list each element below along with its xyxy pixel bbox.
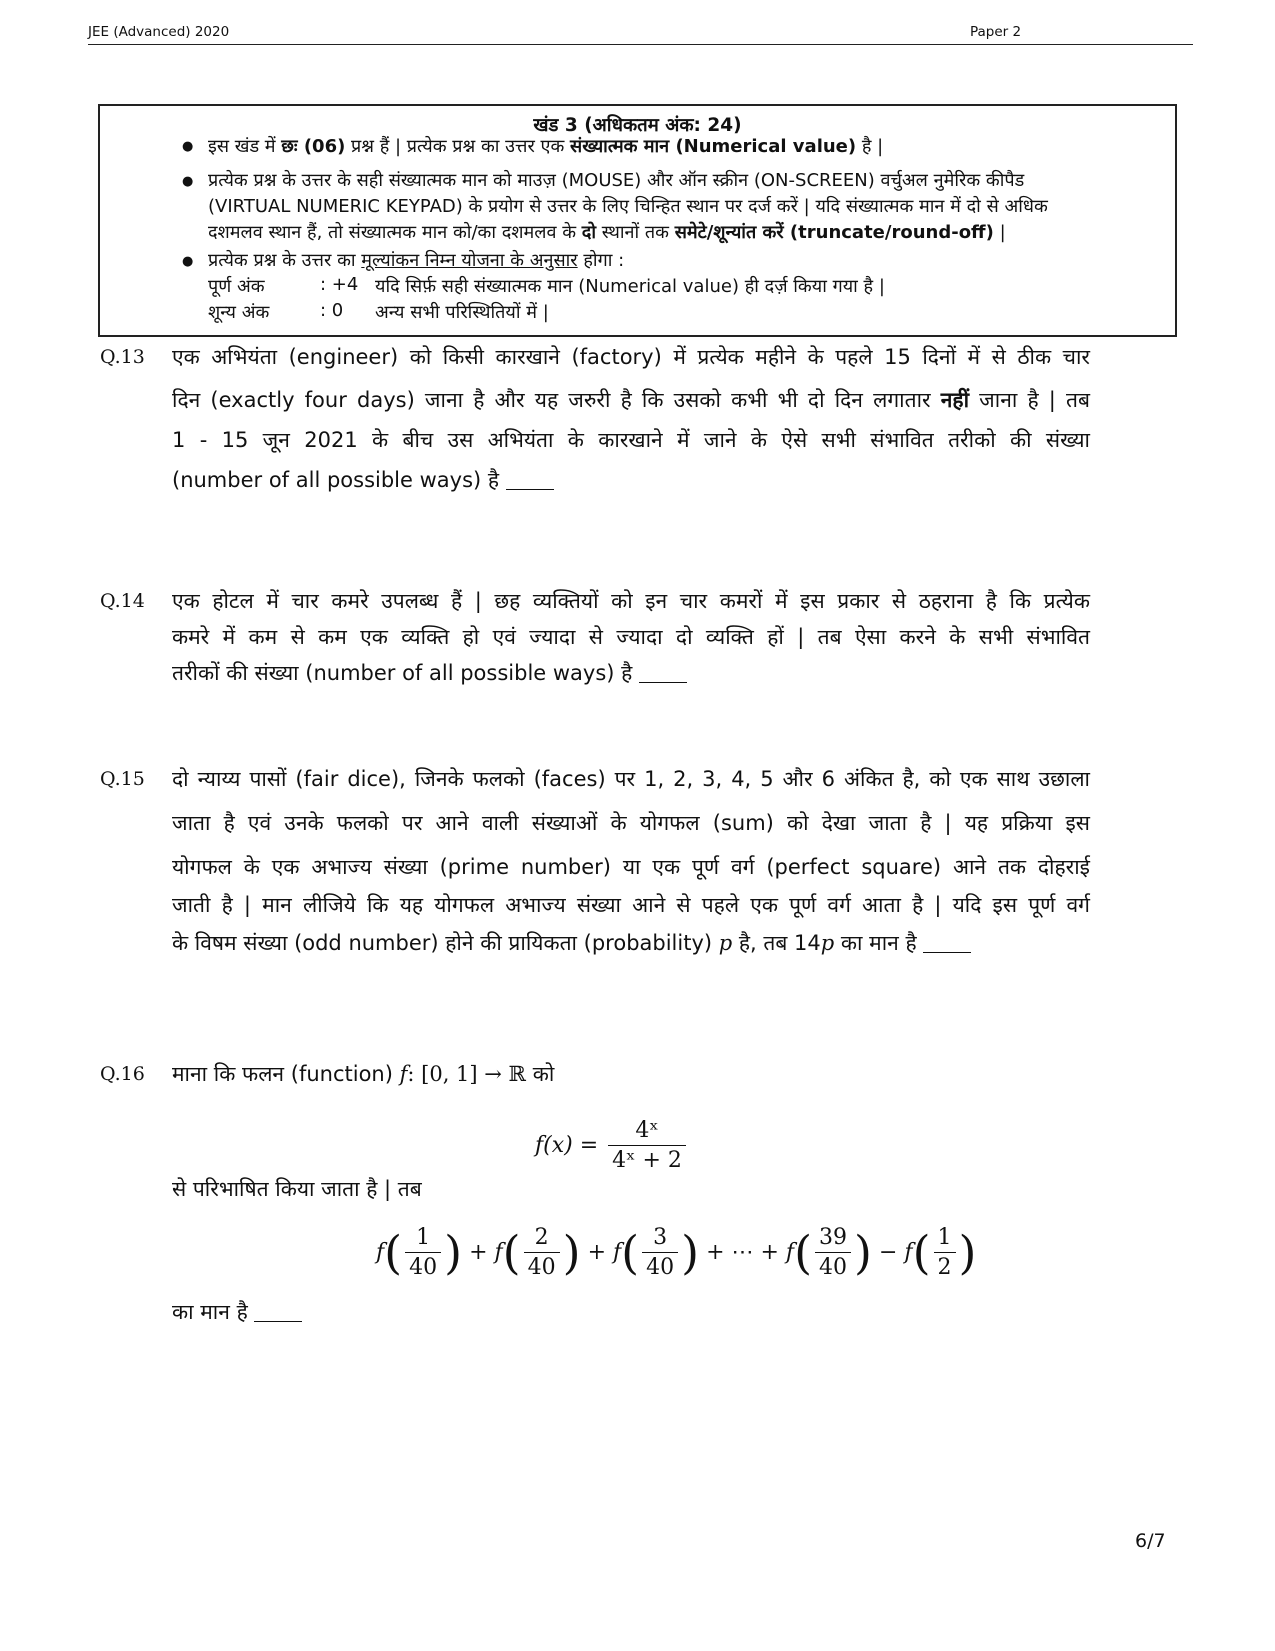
question-line: योगफल के एक अभाज्य संख्या (prime number) या एक पूर्ण वर्ग (perfect square) आने तक दोहराई [172,855,1090,879]
marking-zero-label: शून्य अंक [208,302,270,323]
paper-label: Paper 2 [970,24,1022,40]
question-line: एक अभियंता (engineer) को किसी कारखाने (factory) में प्रत्येक महीने के पहले 15 दिनों में से ठीक चार [172,345,1090,369]
instruction-2-line-3: दशमलव स्थान हैं, तो संख्यात्मक मान को/का दशमलव के दो स्थानों तक समेटे/शून्यांत करें (truncate/round-off) | [208,222,1006,243]
bullet-icon: ● [182,254,194,269]
page-number: 6/7 [1135,1530,1166,1552]
question-line: माना कि फलन (function) f: [0, 1] → ℝ को [172,1062,555,1086]
marking-full-label: पूर्ण अंक [208,276,265,297]
question-line: जाती है | मान लीजिये कि यह योगफल अभाज्य संख्या आने से पहले एक पूर्ण वर्ग आता है | यदि इस पूर्ण वर्ग [172,893,1090,917]
marking-full-desc: यदि सिर्फ़ सही संख्यात्मक मान (Numerical value) ही दर्ज़ किया गया है | [375,276,885,297]
question-line: कमरे में कम से कम एक व्यक्ति हो एवं ज्यादा से ज्यादा दो व्यक्ति हों | तब ऐसा करने के सभी संभावित [172,625,1090,649]
function-definition: f(x) = $\frac{\text{4ˣ}}{\text{4ˣ + 2}}$ [535,1118,689,1173]
instruction-3: प्रत्येक प्रश्न के उत्तर का मूल्यांकन निम्न योजना के अनुसार होगा : [208,250,625,271]
question-line: दिन (exactly four days) जाना है और यह जरुरी है कि उसको कभी भी दो दिन लगातार नहीं जाना है | तब [172,388,1090,412]
instruction-box [98,104,1177,337]
question-number: Q.13 [100,346,145,368]
instruction-2-line-2: (VIRTUAL NUMERIC KEYPAD) के प्रयोग से उत्तर के लिए चिन्हित स्थान पर दर्ज करें | यदि संख्यात्मक मान में दो से अधिक [208,196,1048,217]
sum-expression: f( $\frac{1}{40}$ ) + f( $\frac{2}{40}$ ) + f( $\frac{3}{40}$ ) + ⋯ + f( $\frac{39}{40}$ ) − f( $\frac{1}{2}$ ) [376,1225,977,1280]
question-line: का मान है [172,1298,1090,1326]
question-line: तरीकों की संख्या (number of all possible ways) है [172,659,1090,687]
marking-zero-desc: अन्य सभी परिस्थितियों में | [375,302,549,323]
marking-full-value: : +4 [320,274,359,295]
question-number: Q.16 [100,1063,145,1085]
page-header [88,22,1193,45]
answer-blank [254,1300,302,1322]
question-line: दो न्याय्य पासों (fair dice), जिनके फलको (faces) पर 1, 2, 3, 4, 5 और 6 अंकित है, को एक साथ उछाला [172,767,1090,791]
question-line: के विषम संख्या (odd number) होने की प्रायिकता (probability) p है, तब 14p का मान है [172,929,1090,957]
question-line: जाता है एवं उनके फलको पर आने वाली संख्याओं के योगफल (sum) को देखा जाता है | यह प्रक्रिया इस [172,811,1090,835]
bullet-icon: ● [182,174,194,189]
bullet-icon: ● [182,139,194,154]
question-line: एक होटल में चार कमरे उपलब्ध हैं | छह व्यक्तियों को इन चार कमरों में इस प्रकार से ठहराना है कि प्रत्येक [172,589,1090,613]
exam-title: JEE (Advanced) 2020 [88,24,230,40]
question-number: Q.15 [100,768,145,790]
section-title: खंड 3 (अधिकतम अंक: 24) [533,115,742,136]
instruction-2-line-1: प्रत्येक प्रश्न के उत्तर के सही संख्यात्मक मान को माउज़ (MOUSE) और ऑन स्क्रीन (ON-SCREEN) वर्चुअल नुमेरिक कीपैड [208,170,1025,191]
question-line: से परिभाषित किया जाता है | तब [172,1177,422,1201]
marking-zero-value: : 0 [320,300,344,321]
question-number: Q.14 [100,590,145,612]
answer-blank [506,468,554,490]
question-line: (number of all possible ways) है [172,466,1090,494]
answer-blank [923,931,971,953]
instruction-1: इस खंड में छः (06) प्रश्न हैं | प्रत्येक प्रश्न का उत्तर एक संख्यात्मक मान (Numerical value) है | [208,136,884,157]
answer-blank [639,661,687,683]
question-line: 1 - 15 जून 2021 के बीच उस अभियंता के कारखाने में जाने के ऐसे सभी संभावित तरीको की संख्या [172,428,1090,452]
